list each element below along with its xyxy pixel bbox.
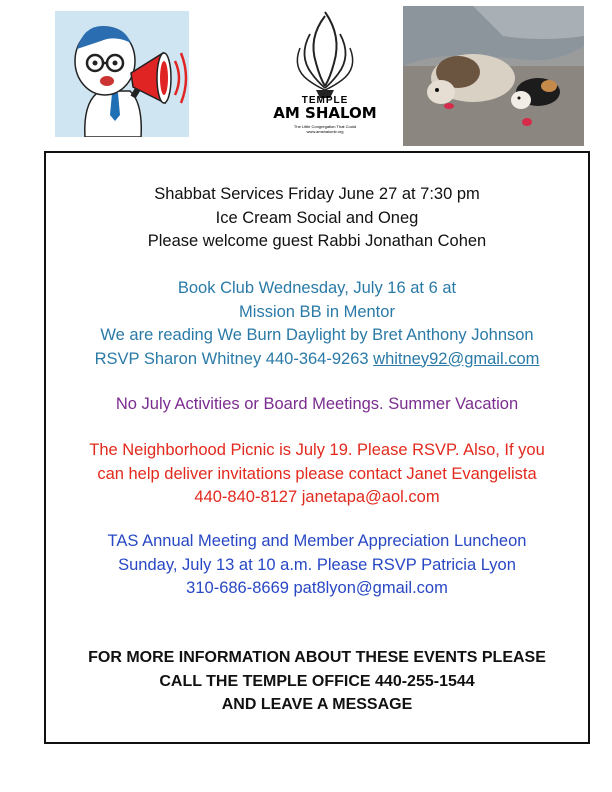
book-club-rsvp-text: RSVP Sharon Whitney 440-364-9263 [94, 349, 374, 368]
services-section [46, 183, 588, 254]
services-line-1: Shabbat Services Friday June 27 at 7:30 pm [154, 185, 480, 203]
annual-meeting-line-2: Sunday, July 13 at 10 a.m. Please RSVP Patricia Lyon [118, 555, 516, 574]
temple-logo [270, 8, 380, 148]
footer-line-1: FOR MORE INFORMATION ABOUT THESE EVENTS PLEASE [88, 649, 546, 666]
annual-meeting-line-1: TAS Annual Meeting and Member Appreciation Luncheon [107, 532, 527, 550]
picnic-line-2: can help deliver invitations please contact Janet Evangelista [97, 464, 537, 483]
picnic-line-3: 440-840-8127 janetapa@aol.com [194, 488, 440, 506]
flyer-box [44, 151, 590, 744]
megaphone-cartoon-icon [55, 11, 189, 137]
whitney-email-link[interactable]: whitney92@gmail.com [373, 349, 540, 368]
annual-meeting-line-3: 310-686-8669 pat8lyon@gmail.com [186, 579, 448, 597]
dogs-photo [403, 6, 584, 146]
services-line-2: Ice Cream Social and Oneg [215, 208, 419, 227]
book-club-section [46, 277, 588, 371]
services-line-3: Please welcome guest Rabbi Jonathan Cohen [147, 232, 487, 250]
annual-meeting-section [46, 530, 588, 601]
footer-line-3: AND LEAVE A MESSAGE [221, 696, 413, 713]
logo-url: www.amshalomlr.org [306, 129, 344, 134]
footer-section [46, 646, 588, 717]
no-july-line: No July Activities or Board Meetings. Summer Vacation [115, 395, 519, 413]
no-july-section [46, 393, 588, 417]
book-club-line-4 [46, 348, 588, 372]
logo-name: AM SHALOM [273, 104, 377, 122]
logo-tagline: The Little Congregation That Could [293, 124, 357, 129]
picnic-section [46, 439, 588, 510]
book-club-line-1: Book Club Wednesday, July 16 at 6 at [177, 279, 457, 297]
book-club-line-3: We are reading We Burn Daylight by Bret Anthony Johnson [100, 326, 534, 344]
logo-word-temple: TEMPLE [301, 95, 349, 106]
picnic-line-1: The Neighborhood Picnic is July 19. Please RSVP. Also, If you [89, 441, 545, 459]
book-club-line-2: Mission BB in Mentor [239, 302, 395, 321]
footer-line-2: CALL THE TEMPLE OFFICE 440-255-1544 [159, 672, 475, 690]
